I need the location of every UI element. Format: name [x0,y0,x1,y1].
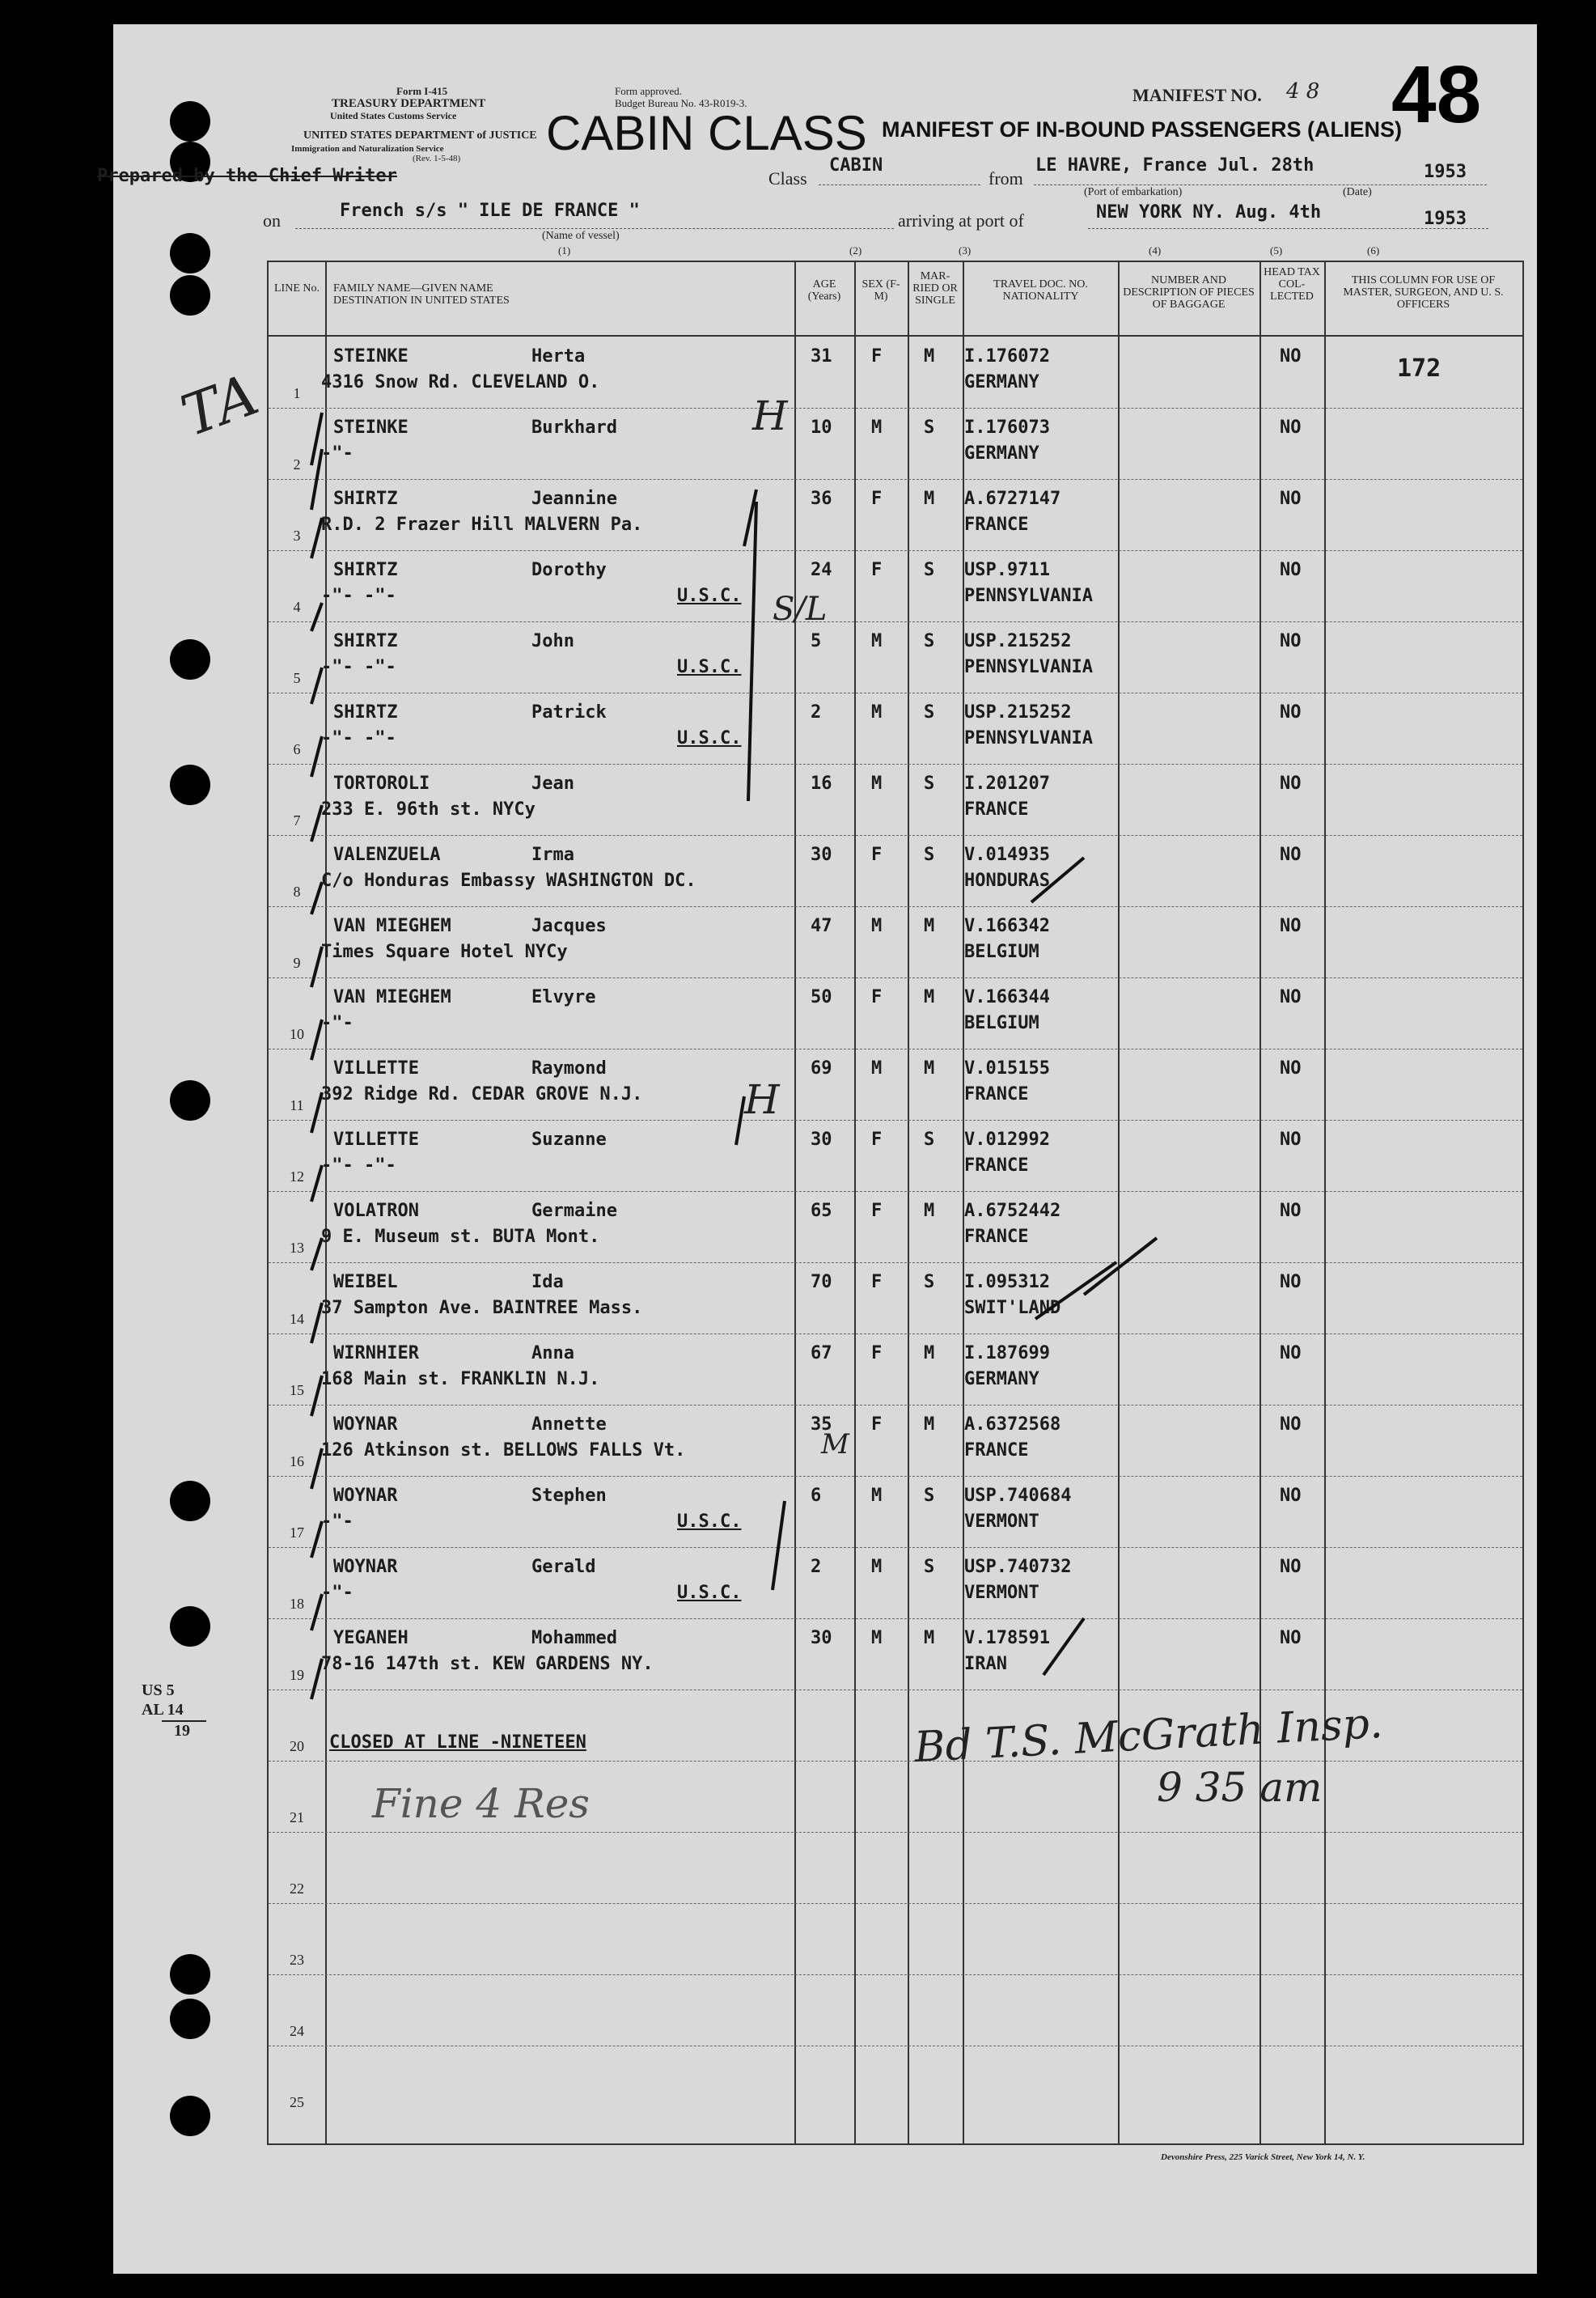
marital-status: M [924,916,935,936]
marital-status: M [924,1201,935,1221]
sex: F [871,346,883,367]
marital-status: M [924,346,935,367]
travel-doc: USP.215252 [964,702,1072,723]
on-label: on [263,210,281,231]
line-number: 21 [290,1809,304,1825]
customs-service: United States Customs Service [330,110,457,121]
manifest-title: MANIFEST OF IN-BOUND PASSENGERS (ALIENS) [882,117,1403,142]
given-name: Dorothy [531,560,607,580]
punch-hole [170,275,210,316]
officer-note: 172 [1397,354,1441,383]
row-divider [269,1476,1522,1477]
head-tax: NO [1280,1272,1302,1292]
tally-us: US 5 [142,1681,175,1699]
head-tax: NO [1280,1414,1302,1435]
head-tax: NO [1280,1130,1302,1150]
punch-hole [170,1999,210,2039]
row-divider [269,1974,1522,1975]
row-divider [269,408,1522,409]
age: 30 [811,1628,832,1648]
row-divider [269,906,1522,907]
given-name: Irma [531,845,574,865]
travel-doc: V.166342 [964,916,1050,936]
year-departure: 1953 [1424,162,1467,182]
header-line-no: LINE No. [274,282,320,295]
head-tax: NO [1280,1628,1302,1648]
row-divider [269,1191,1522,1192]
ins-service: Immigration and Naturalization Service [291,144,444,154]
passenger-table [267,261,1524,2145]
given-name: Herta [531,346,586,367]
nationality: FRANCE [964,1084,1029,1104]
sex: F [871,489,883,509]
line-number: 19 [290,1667,304,1683]
from-value: LE HAVRE, France Jul. 28th [1035,155,1314,176]
destination: 126 Atkinson st. BELLOWS FALLS Vt. [321,1440,686,1461]
sex: M [871,774,883,794]
family-name: WOYNAR [333,1486,398,1506]
line-number: 15 [290,1382,304,1398]
given-name: Ida [531,1272,564,1292]
marital-status: S [924,774,935,794]
sex: F [871,1130,883,1150]
nationality: GERMANY [964,443,1039,464]
age: 65 [811,1201,832,1221]
age: 16 [811,774,832,794]
age: 30 [811,1130,832,1150]
travel-doc: A.6727147 [964,489,1061,509]
destination: -"- [321,1512,353,1532]
marital-status: S [924,702,935,723]
destination: 37 Sampton Ave. BAINTREE Mass. [321,1298,643,1318]
handwritten-fm: M [821,1428,849,1461]
family-name: STEINKE [333,346,409,367]
destination: Times Square Hotel NYCy [321,942,568,962]
family-name: VAN MIEGHEM [333,916,451,936]
travel-doc: V.012992 [964,1130,1050,1150]
nationality: BELGIUM [964,1013,1039,1033]
given-name: Annette [531,1414,607,1435]
sex: M [871,418,883,438]
row-divider [269,835,1522,836]
head-tax: NO [1280,774,1302,794]
head-tax: NO [1280,560,1302,580]
head-tax: NO [1280,1343,1302,1363]
family-name: STEINKE [333,418,409,438]
destination: -"- [321,443,353,464]
destination: 168 Main st. FRANKLIN N.J. [321,1369,600,1389]
header-head-tax: HEAD TAX COL-LECTED [1264,266,1320,303]
travel-doc: V.014935 [964,845,1050,865]
line-number: 18 [290,1596,304,1612]
travel-doc: A.6752442 [964,1201,1061,1221]
sex: F [871,1201,883,1221]
head-tax: NO [1280,1557,1302,1577]
row-divider [269,1262,1522,1263]
age: 24 [811,560,832,580]
cabin-class-stamp: CABIN CLASS [546,106,867,160]
justice-dept: UNITED STATES DEPARTMENT of JUSTICE [303,129,537,142]
handwritten-ta: TA [172,361,267,450]
given-name: Mohammed [531,1628,617,1648]
punch-hole [170,1954,210,1995]
line-number: 24 [290,2023,304,2039]
destination: 9 E. Museum st. BUTA Mont. [321,1227,600,1247]
header-travel: TRAVEL DOC. NO. NATIONALITY [993,278,1088,303]
head-tax: NO [1280,702,1302,723]
nationality: VERMONT [964,1583,1039,1603]
head-tax: NO [1280,489,1302,509]
marital-status: S [924,1486,935,1506]
line-number: 11 [290,1097,304,1113]
usc-marker: U.S.C. [677,586,742,606]
line-number: 1 [293,385,301,401]
line-number: 10 [290,1026,304,1042]
destination: 233 E. 96th st. NYCy [321,799,536,820]
nationality: BELGIUM [964,942,1039,962]
sex: F [871,1414,883,1435]
given-name: Stephen [531,1486,607,1506]
row-divider [269,1405,1522,1406]
punch-hole [170,1481,210,1521]
col-number-2: (2) [849,244,862,257]
family-name: VALENZUELA [333,845,441,865]
family-name: WIRNHIER [333,1343,419,1363]
row-divider [269,1120,1522,1121]
line-number: 9 [293,955,301,971]
age: 2 [811,702,822,723]
marital-status: S [924,418,935,438]
line-number: 23 [290,1952,304,1968]
line-number: 5 [293,670,301,686]
sex: F [871,1272,883,1292]
family-name: WOYNAR [333,1414,398,1435]
travel-doc: V.178591 [964,1628,1050,1648]
marital-status: M [924,489,935,509]
destination: -"- -"- [321,586,396,606]
head-tax: NO [1280,916,1302,936]
line-number: 16 [290,1453,304,1469]
header-sex: SEX (F-M) [862,278,900,303]
col-number-1: (1) [558,244,571,257]
family-name: VILLETTE [333,1058,419,1079]
travel-doc: USP.740684 [964,1486,1072,1506]
manifest-page [97,24,1537,2274]
destination: R.D. 2 Frazer Hill MALVERN Pa. [321,515,643,535]
line-number: 12 [290,1168,304,1185]
line-number: 22 [290,1880,304,1897]
age: 69 [811,1058,832,1079]
given-name: Jacques [531,916,607,936]
nationality: VERMONT [964,1512,1039,1532]
header-baggage: NUMBER AND DESCRIPTION OF PIECES OF BAGGAGE [1123,274,1255,311]
age: 50 [811,987,832,1007]
marital-status: S [924,845,935,865]
nationality: GERMANY [964,372,1039,392]
row-divider [269,764,1522,765]
line-number: 13 [290,1240,304,1256]
line-number: 6 [293,741,301,757]
marital-status: S [924,1130,935,1150]
nationality: PENNSYLVANIA [964,728,1093,748]
inspector-signature: Bd T.S. McGrath Insp. [912,1698,1384,1773]
travel-doc: USP.9711 [964,560,1050,580]
col-number-6: (6) [1367,244,1380,257]
marital-status: M [924,987,935,1007]
closed-at-line: CLOSED AT LINE -NINETEEN [329,1732,586,1753]
age: 35 [811,1414,832,1435]
destination: 4316 Snow Rd. CLEVELAND O. [321,372,600,392]
age: 70 [811,1272,832,1292]
row-divider [269,977,1522,978]
class-value: CABIN [829,155,883,176]
travel-doc: A.6372568 [964,1414,1061,1435]
marital-status: S [924,560,935,580]
nationality: GERMANY [964,1369,1039,1389]
family-name: WEIBEL [333,1272,398,1292]
punch-hole [170,1080,210,1121]
nationality: FRANCE [964,799,1029,820]
travel-doc: I.201207 [964,774,1050,794]
sex: M [871,916,883,936]
family-name: VOLATRON [333,1201,419,1221]
form-revision: (Rev. 1-5-48) [413,154,461,163]
handwritten-time: 9 35 am [1157,1764,1323,1811]
age: 10 [811,418,832,438]
line-number: 14 [290,1311,304,1327]
family-name: YEGANEH [333,1628,409,1648]
marital-status: M [924,1628,935,1648]
age: 30 [811,845,832,865]
head-tax: NO [1280,631,1302,651]
page-number-stamp: 48 [1391,49,1482,140]
given-name: Burkhard [531,418,617,438]
line-number: 7 [293,812,301,829]
col-number-3: (3) [959,244,972,257]
port-embarkation-caption: (Port of embarkation) [1084,186,1183,198]
family-name: SHIRTZ [333,702,398,723]
handwritten-sl: S/L [773,591,828,628]
marital-status: M [924,1343,935,1363]
head-tax: NO [1280,1058,1302,1079]
sex: M [871,1486,883,1506]
travel-doc: I.176073 [964,418,1050,438]
age: 6 [811,1486,822,1506]
handwritten-line21: Fine 4 Res [372,1780,590,1827]
age: 36 [811,489,832,509]
nationality: PENNSYLVANIA [964,657,1093,677]
manifest-no-value: 4 8 [1286,79,1320,104]
treasury-dept: TREASURY DEPARTMENT [332,97,486,110]
travel-doc: V.015155 [964,1058,1050,1079]
travel-doc: I.176072 [964,346,1050,367]
row-divider [269,1832,1522,1833]
travel-doc: I.187699 [964,1343,1050,1363]
line-number: 20 [290,1738,304,1754]
punch-hole [170,2096,210,2136]
line-number: 4 [293,599,301,615]
sex: M [871,631,883,651]
family-name: VILLETTE [333,1130,419,1150]
usc-marker: U.S.C. [677,1512,742,1532]
usc-marker: U.S.C. [677,1583,742,1603]
family-name: VAN MIEGHEM [333,987,451,1007]
sex: M [871,1058,883,1079]
usc-marker: U.S.C. [677,657,742,677]
form-approved: Form approved. [615,85,683,97]
travel-doc: USP.740732 [964,1557,1072,1577]
row-divider [269,1618,1522,1619]
sex: M [871,1557,883,1577]
nationality: FRANCE [964,1440,1029,1461]
given-name: Elvyre [531,987,596,1007]
head-tax: NO [1280,1201,1302,1221]
age: 2 [811,1557,822,1577]
destination: 78-16 147th st. KEW GARDENS NY. [321,1654,654,1674]
family-name: SHIRTZ [333,560,398,580]
nationality: SWIT'LAND [964,1298,1061,1318]
sex: M [871,702,883,723]
punch-hole [170,765,210,805]
age: 31 [811,346,832,367]
header-age: AGE (Years) [807,278,841,303]
col-number-5: (5) [1270,244,1283,257]
usc-marker: U.S.C. [677,728,742,748]
handwritten-h2: H [744,1076,780,1123]
marital-status: M [924,1414,935,1435]
travel-doc: I.095312 [964,1272,1050,1292]
tally-total: 19 [174,1722,190,1740]
vessel-caption: (Name of vessel) [542,230,620,242]
given-name: Anna [531,1343,574,1363]
nationality: FRANCE [964,515,1029,535]
handwritten-h1: H [752,392,788,439]
row-divider [269,621,1522,622]
given-name: Suzanne [531,1130,607,1150]
age: 47 [811,916,832,936]
line-number: 17 [290,1524,304,1541]
line-number: 3 [293,528,301,544]
nationality: FRANCE [964,1227,1029,1247]
family-name: SHIRTZ [333,489,398,509]
row-divider [269,1333,1522,1334]
given-name: Raymond [531,1058,607,1079]
head-tax: NO [1280,1486,1302,1506]
given-name: John [531,631,574,651]
sex: F [871,1343,883,1363]
date-caption: (Date) [1343,186,1372,198]
sex: F [871,987,883,1007]
class-label: Class [768,168,807,189]
punch-hole [170,101,210,142]
punch-hole [170,233,210,273]
given-name: Germaine [531,1201,617,1221]
sex: F [871,845,883,865]
travel-doc: V.166344 [964,987,1050,1007]
row-divider [269,1761,1522,1762]
marital-status: S [924,631,935,651]
nationality: PENNSYLVANIA [964,586,1093,606]
line-number: 2 [293,456,301,473]
destination: -"- [321,1583,353,1603]
destination: C/o Honduras Embassy WASHINGTON DC. [321,871,696,891]
header-name: FAMILY NAME—GIVEN NAME DESTINATION IN UNITED STATES [333,282,510,307]
head-tax: NO [1280,418,1302,438]
destination: -"- -"- [321,728,396,748]
header-officers: THIS COLUMN FOR USE OF MASTER, SURGEON, AND U. S. OFFICERS [1343,274,1504,311]
given-name: Jean [531,774,574,794]
given-name: Jeannine [531,489,617,509]
head-tax: NO [1280,987,1302,1007]
age: 67 [811,1343,832,1363]
family-name: SHIRTZ [333,631,398,651]
year-arrival: 1953 [1424,209,1467,229]
row-divider [269,550,1522,551]
punch-hole [170,1606,210,1647]
family-name: TORTOROLI [333,774,430,794]
head-tax: NO [1280,346,1302,367]
sex: F [871,560,883,580]
sex: M [871,1628,883,1648]
nationality: IRAN [964,1654,1007,1674]
given-name: Gerald [531,1557,596,1577]
row-divider [269,1903,1522,1904]
marital-status: M [924,1058,935,1079]
printer-credit: Devonshire Press, 225 Varick Street, New York 14, N. Y. [1161,2152,1365,2162]
prepared-by: Prepared by the Chief Writer [97,166,397,186]
from-label: from [989,168,1023,189]
destination: -"- [321,1013,353,1033]
destination: 392 Ridge Rd. CEDAR GROVE N.J. [321,1084,643,1104]
destination: -"- -"- [321,657,396,677]
nationality: FRANCE [964,1155,1029,1176]
punch-hole [170,639,210,680]
marital-status: S [924,1272,935,1292]
travel-doc: USP.215252 [964,631,1072,651]
line-number: 8 [293,884,301,900]
col-number-4: (4) [1149,244,1162,257]
marital-status: S [924,1557,935,1577]
age: 5 [811,631,822,651]
header-married: MAR-RIED OR SINGLE [912,270,958,307]
destination: -"- -"- [321,1155,396,1176]
line-number: 25 [290,2094,304,2110]
vessel-name: French s/s " ILE DE FRANCE " [340,201,640,221]
tally-al: AL 14 [142,1701,184,1719]
form-number: Form I-415 [396,85,448,97]
arrival-value: NEW YORK NY. Aug. 4th [1096,202,1322,223]
given-name: Patrick [531,702,607,723]
row-divider [269,479,1522,480]
head-tax: NO [1280,845,1302,865]
nationality: HONDURAS [964,871,1050,891]
arriving-label: arriving at port of [898,210,1024,231]
family-name: WOYNAR [333,1557,398,1577]
row-divider [269,1547,1522,1548]
budget-bureau: Budget Bureau No. 43-R019-3. [615,97,747,109]
manifest-no-label: MANIFEST NO. [1132,85,1262,105]
